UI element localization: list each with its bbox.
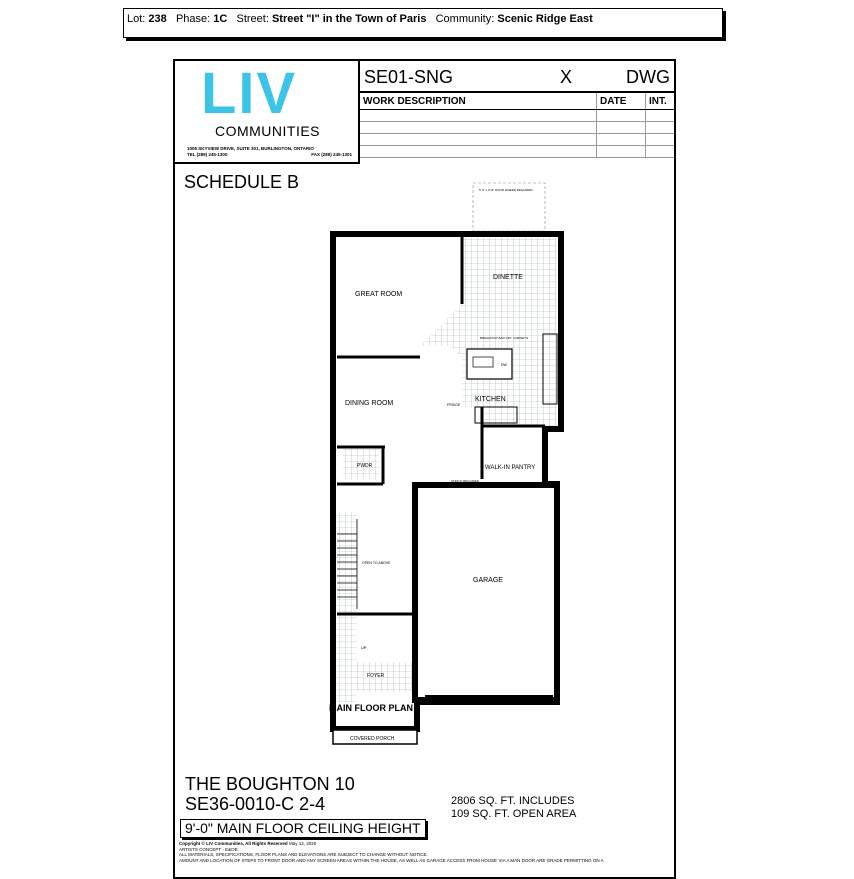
phase-value: 1C [213,13,228,25]
drawing-code: SE01-SNG [364,67,454,87]
wd-cell [360,110,597,122]
lot-value: 238 [148,13,167,25]
community-value: Scenic Ridge East [497,13,593,25]
lot-info-bar [123,8,723,38]
concept-text: ARTISTS CONCEPT - E&OE [179,846,238,852]
label-porch: COVERED PORCH [350,736,395,742]
label-up: UP [361,645,367,650]
col-init: INT. [646,93,675,110]
model-code: SE36-0010-C 2-4 [185,794,326,814]
drawing-mark: X [560,67,573,87]
address-text: 1005 SKYVIEW DRIVE, SUITE 301, BURLINGTON, ONTARIO [187,146,314,151]
plan-sheet [173,59,676,879]
wd-cell [360,134,597,146]
street-value: Street "I" in the Town of Paris [271,13,427,25]
model-info [185,774,355,814]
fine-print [179,841,674,863]
wd-cell [360,146,597,158]
label-powder: PWDR [357,463,373,469]
logo-block [175,61,360,164]
area-line-2: 109 SQ. FT. OPEN AREA [451,808,577,820]
logo-communities: COMMUNITIES [214,123,321,139]
liv-logo: LIV [201,61,298,126]
col-work-description: WORK DESCRIPTION [360,93,597,110]
revision-date: May 12, 2020 [288,841,317,846]
label-breakfast: BREAKFAST BAR OPT. CABINETS [480,336,528,340]
tel-text: TEL (289) 245-1300 [187,152,228,157]
main-floor-plan-label: MAIN FLOOR PLAN [329,703,413,713]
floor-plan-drawing [315,179,565,742]
lot-label: Lot: [127,13,146,25]
fine-line-1: ALL MATERIALS, SPECIFICATIONS, FLOOR PLANS AND ELEVATIONS ARE SUBJECT TO CHANGE WITHOUT NOTICE. [179,852,428,857]
phase-label: Phase: [175,13,211,25]
schedule-title: SCHEDULE B [184,172,300,192]
wd-cell [360,122,597,134]
community-label: Community: [435,13,495,25]
logo-address [187,146,352,158]
fine-line-2: AMOUNT AND LOCATION OF STEPS TO FRONT DOOR AND ANY SCREEN AREAS WITHIN THE HOUSE, AS WELL AS GARAGE ACCESS FROM HOUSE VIA A MAN DOOR ARE GRADE PERMITTING ON A [179,857,604,863]
area-line-1: 2806 SQ. FT. INCLUDES [451,795,575,807]
label-great-room: GREAT ROOM [355,291,403,298]
drawing-type: DWG [626,67,670,87]
work-description-table [360,93,674,158]
label-fridge: FRIDGE [447,403,461,407]
label-dinette: DINETTE [493,274,523,281]
label-step-note: STEP IF REQUIRED [451,479,479,483]
label-open-above: OPEN TO ABOVE [362,561,391,565]
label-dining-room: DINING ROOM [345,400,394,407]
model-name: THE BOUGHTON 10 [185,774,355,794]
fax-text: FAX (289) 245-1301 [311,152,352,157]
label-dw: DW [501,363,507,367]
street-label: Street: [236,13,269,25]
label-pantry: WALK-IN PANTRY [485,465,536,471]
garage-walls [415,485,557,700]
code-row [360,61,674,93]
label-fireplace: OPTIONAL FIREPLACE [332,276,336,309]
copyright-text: Copyright © LIV Communities, All Rights Reserved [179,841,288,846]
label-garage: GARAGE [473,577,503,584]
title-block [360,61,674,164]
label-foyer: FOYER [367,673,385,679]
area-info [451,795,576,821]
col-date: DATE [597,93,646,110]
label-kitchen: KITCHEN [475,396,506,403]
ceiling-height-badge: 9'-0" MAIN FLOOR CEILING HEIGHT [180,819,426,838]
label-door-note: 5'-0" x 6'-8" DOOR WHERE REQUIRED [479,188,533,192]
